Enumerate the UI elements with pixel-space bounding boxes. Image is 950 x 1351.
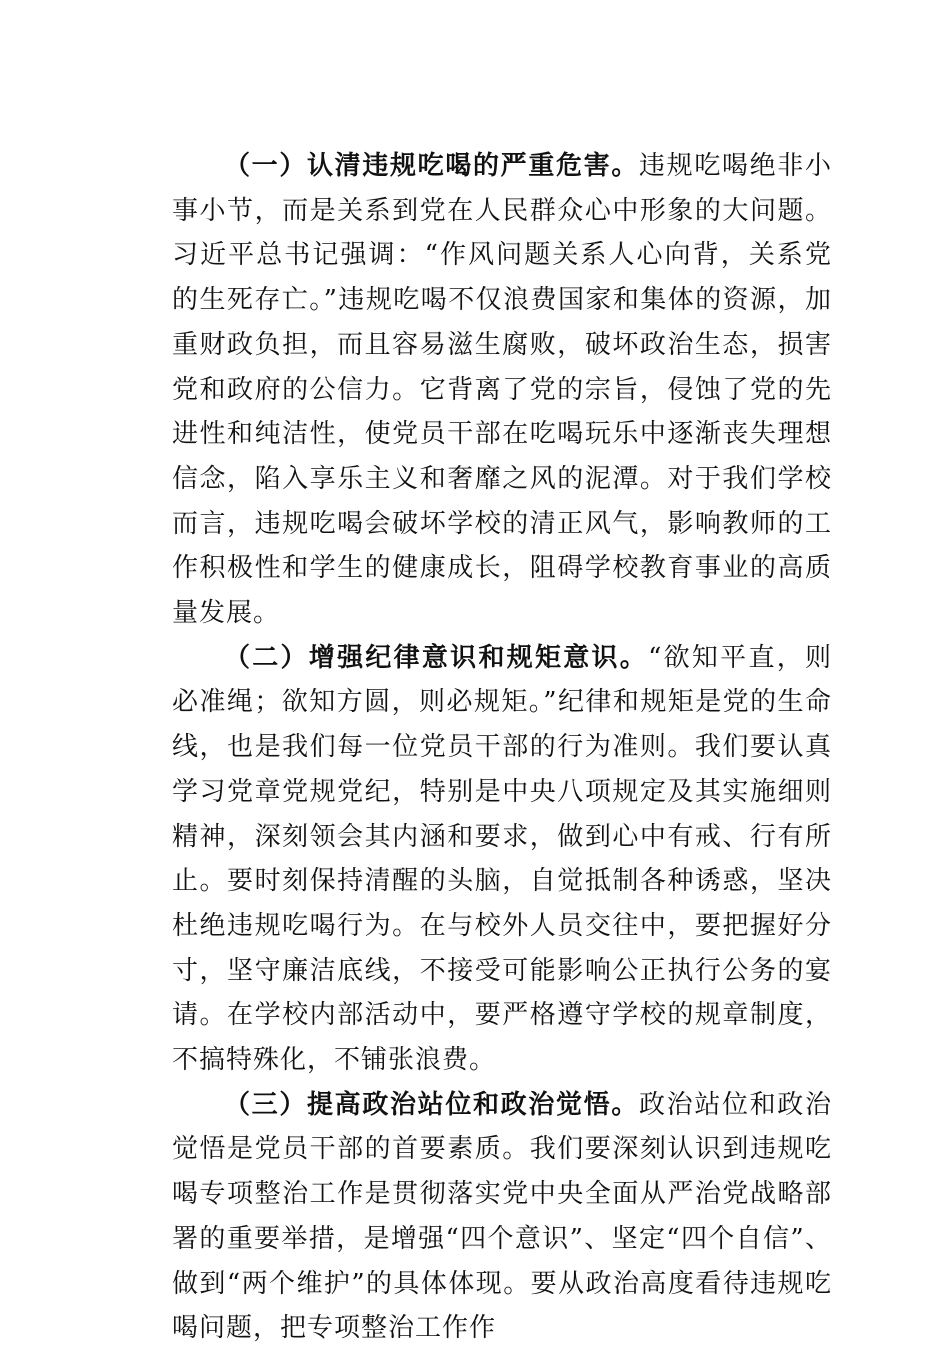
section-heading-1: （一）认清违规吃喝的严重危害。 xyxy=(224,151,639,181)
document-body xyxy=(172,144,832,1351)
section-body-2: “欲知平直，则必准绳；欲知方圆，则必规矩。”纪律和规矩是党的生命线，也是我们每一位党员干部的行为准则。我们要认真学习党章党规党纪，特别是中央八项规定及其实施细则精神，深刻领会其内涵和要求，做到心中有戒、行有所止。要时刻保持清醒的头脑，自觉抵制各种诱惑，坚决杜绝违规吃喝行为。在与校外人员交往中，要把握好分寸，坚守廉洁底线，不接受可能影响公正执行公务的宴请。在学校内部活动中，要严格遵守学校的规章制度，不搞特殊化，不铺张浪费。 xyxy=(172,642,832,1076)
section-body-3: 政治站位和政治觉悟是党员干部的首要素质。我们要深刻认识到违规吃喝专项整治工作是贯彻落实党中央全面从严治党战略部署的重要举措，是增强“四个意识”、坚定“四个自信”、做到“两个维护”的具体体现。要从政治高度看待违规吃喝问题，把专项整治工作作 xyxy=(172,1089,832,1344)
section-body-1: 违规吃喝绝非小事小节，而是关系到党在人民群众心中形象的大问题。习近平总书记强调：“作风问题关系人心向背，关系党的生死存亡。”违规吃喝不仅浪费国家和集体的资源，加重财政负担，而且容易滋生腐败，破坏政治生态，损害党和政府的公信力。它背离了党的宗旨，侵蚀了党的先进性和纯洁性，使党员干部在吃喝玩乐中逐渐丧失理想信念，陷入享乐主义和奢靡之风的泥潭。对于我们学校而言，违规吃喝会破坏学校的清正风气，影响教师的工作积极性和学生的健康成长，阻碍学校教育事业的高质量发展。 xyxy=(172,151,832,629)
section-heading-2: （二）增强纪律意识和规矩意识。 xyxy=(224,642,649,673)
section-heading-3: （三）提高政治站位和政治觉悟。 xyxy=(224,1089,639,1120)
paragraph-3 xyxy=(172,1083,832,1351)
paragraph-1 xyxy=(172,144,832,636)
paragraph-2 xyxy=(172,636,832,1083)
